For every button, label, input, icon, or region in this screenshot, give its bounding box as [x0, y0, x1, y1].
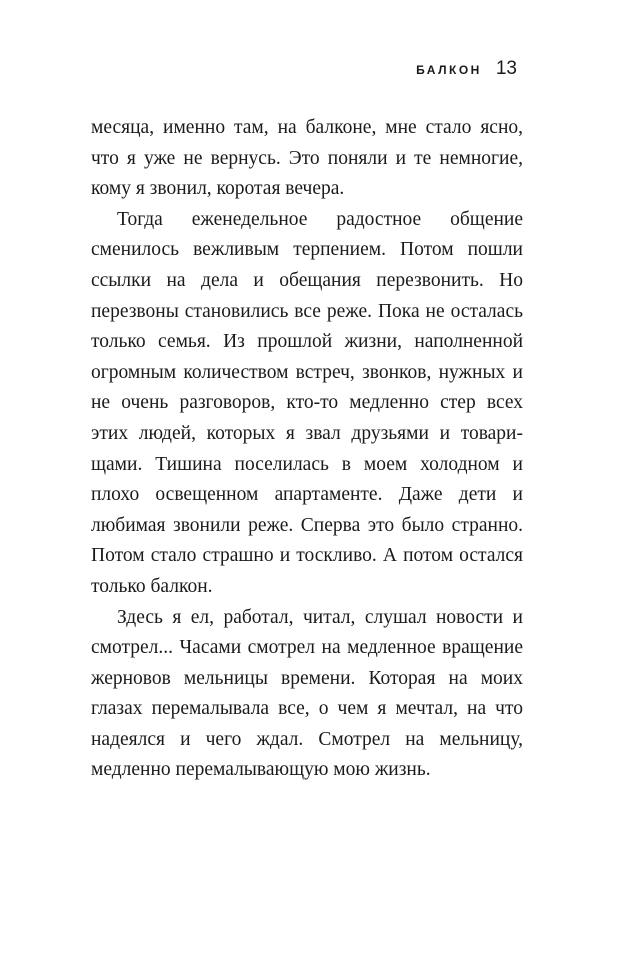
paragraph-3: Здесь я ел, работал, читал, слушал новости и смотрел... Часами смотрел на медленное вращение жерновов мельницы времени. Которая на моих глазах перемалывала все, о чем я мечтал, на что надеялся и чего ждал. Смотрел на мельницу, медленно перемалывающую мою жизнь.: [91, 606, 523, 781]
paragraph-1: месяца, именно там, на балконе, мне стало ясно, что я уже не вернусь. Это поняли и те немногие, кому я звонил, коротая вечера.: [91, 117, 523, 200]
page-number: 13: [495, 58, 517, 79]
page-header: [416, 58, 517, 80]
paragraph-2: Тогда еженедельное радостное общение сменилось вежливым терпением. Потом пошли ссылки на дела и обещания перезвонить. Но перезвоны становились все реже. Пока не осталась только семья. Из прошлой жизни, наполненной огромным количеством встреч, звонков, нужных и не очень разговоров, кто-то медленно стер всех этих людей, которых я звал друзьями и товарищами. Тишина поселилась в моем холодном и плохо освещенном апартаменте. Даже дети и любимая звонили реже. Сперва это было странно. Потом стало страшно и тоскливо. А потом остался только балкон.: [91, 208, 523, 597]
body-text: [91, 113, 523, 786]
running-head: БАЛКОН: [416, 63, 482, 77]
